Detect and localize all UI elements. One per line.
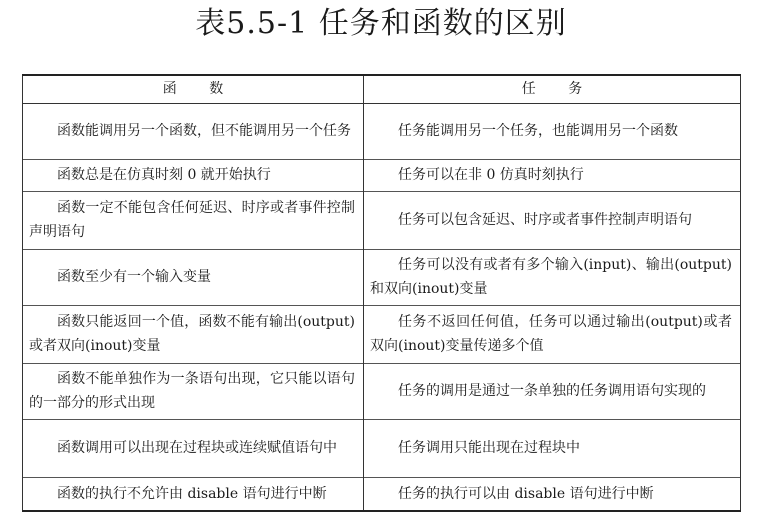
table-row — [23, 419, 741, 477]
function-cell: 函数只能返回一个值，函数不能有输出(output)或者双向(inout)变量 — [23, 305, 364, 363]
header-task: 任 务 — [364, 75, 741, 103]
header-function: 函 数 — [23, 75, 364, 103]
table-row — [23, 363, 741, 419]
task-cell: 任务不返回任何值，任务可以通过输出(output)或者双向(inout)变量传递多个值 — [364, 305, 741, 363]
function-cell: 函数不能单独作为一条语句出现，它只能以语句的一部分的形式出现 — [23, 363, 364, 419]
table-row — [23, 249, 741, 305]
task-cell: 任务的调用是通过一条单独的任务调用语句实现的 — [364, 363, 741, 419]
task-cell: 任务可以没有或者有多个输入(input)、输出(output)和双向(inout)变量 — [364, 249, 741, 305]
table-row — [23, 305, 741, 363]
function-cell: 函数至少有一个输入变量 — [23, 249, 364, 305]
function-cell: 函数一定不能包含任何延迟、时序或者事件控制声明语句 — [23, 191, 364, 249]
task-cell: 任务的执行可以由 disable 语句进行中断 — [364, 477, 741, 511]
table-row — [23, 191, 741, 249]
table-row — [23, 103, 741, 159]
table-header-row — [23, 75, 741, 103]
table-row — [23, 159, 741, 191]
task-cell: 任务可以在非 0 仿真时刻执行 — [364, 159, 741, 191]
function-cell: 函数调用可以出现在过程块或连续赋值语句中 — [23, 419, 364, 477]
task-cell: 任务能调用另一个任务，也能调用另一个函数 — [364, 103, 741, 159]
comparison-table — [22, 74, 741, 512]
table-title: 表5.5-1 任务和函数的区别 — [195, 6, 567, 41]
table-row — [23, 477, 741, 511]
task-cell: 任务可以包含延迟、时序或者事件控制声明语句 — [364, 191, 741, 249]
task-cell: 任务调用只能出现在过程块中 — [364, 419, 741, 477]
function-cell: 函数能调用另一个函数，但不能调用另一个任务 — [23, 103, 364, 159]
function-cell: 函数总是在仿真时刻 0 就开始执行 — [23, 159, 364, 191]
function-cell: 函数的执行不允许由 disable 语句进行中断 — [23, 477, 364, 511]
